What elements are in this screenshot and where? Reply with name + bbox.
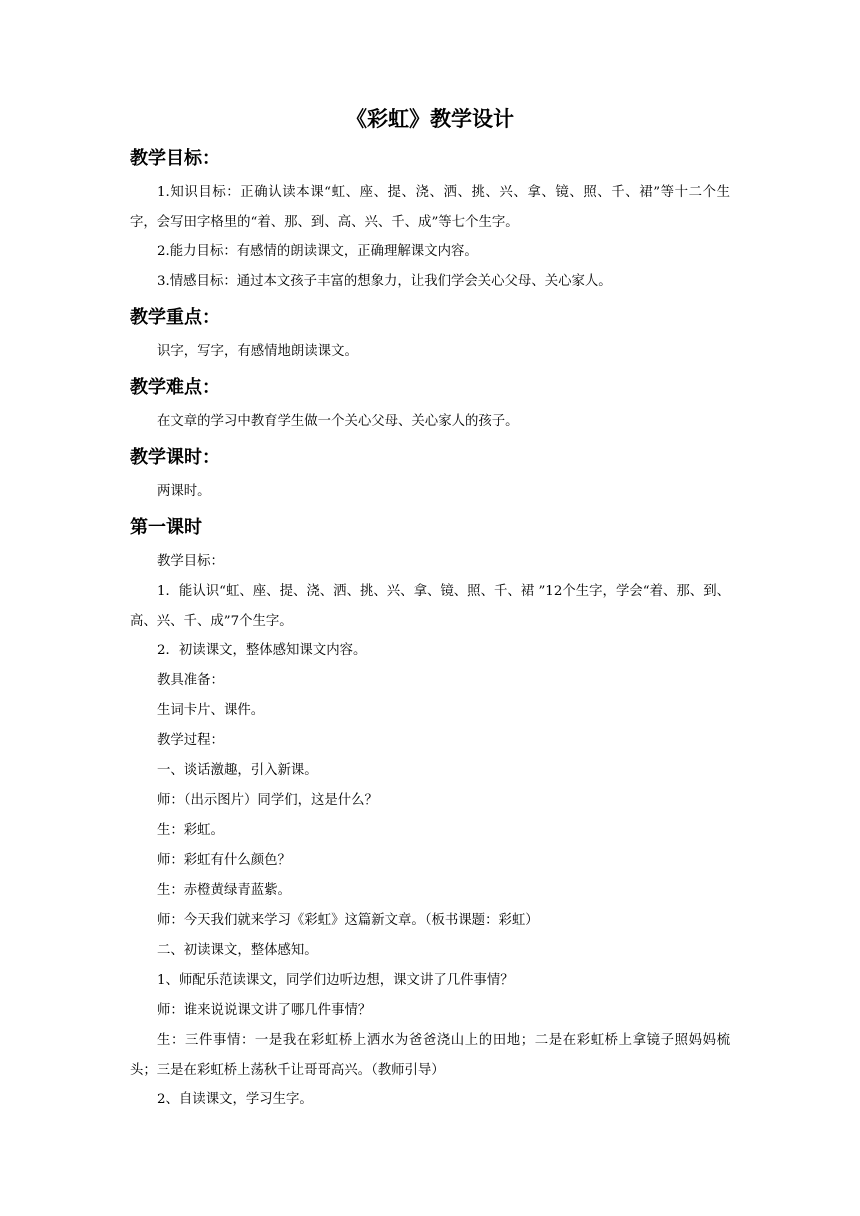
first-period-line: 一、谈话激趣，引入新课。 bbox=[157, 763, 318, 778]
first-period-line: 生：三件事情：一是我在彩虹桥上洒水为爸爸浇山上的田地；二是在彩虹桥上拿镜子照妈妈梳头；三是在彩虹桥上荡秋千让哥哥高兴。（教师引导） bbox=[130, 1033, 730, 1078]
first-period-line: 教学目标： bbox=[157, 554, 224, 569]
first-period-line: 师：谁来说说课文讲了哪几件事情？ bbox=[157, 1003, 372, 1018]
first-period-line: 2．初读课文，整体感知课文内容。 bbox=[157, 643, 367, 658]
document-page bbox=[130, 104, 730, 1115]
periods-heading: 教学课时： bbox=[130, 447, 220, 468]
periods-text: 两课时。 bbox=[157, 484, 211, 499]
first-period-line: 生词卡片、课件。 bbox=[157, 703, 265, 718]
first-period-line: 1、师配乐范读课文，同学们边听边想，课文讲了几件事情？ bbox=[157, 973, 514, 988]
first-period-line: 教学过程： bbox=[157, 733, 224, 748]
first-period-line: 1．能认识“虹、座、提、浇、洒、挑、兴、拿、镜、照、千、裙 ”12个生字，学会“着、那、到、高、兴、千、成”7个生字。 bbox=[130, 584, 730, 629]
goals-item-1: 1.知识目标：正确认读本课“虹、座、提、浇、洒、挑、兴、拿、镜、照、千、裙”等十二个生字，会写田字格里的“着、那、到、高、兴、千、成”等七个生字。 bbox=[130, 185, 730, 230]
goals-item-3: 3.情感目标：通过本文孩子丰富的想象力，让我们学会关心父母、关心家人。 bbox=[157, 274, 612, 289]
document-title: 《彩虹》教学设计 bbox=[346, 107, 514, 131]
key-points-text: 识字，写字，有感情地朗读课文。 bbox=[157, 344, 358, 359]
key-points-heading: 教学重点： bbox=[130, 307, 220, 328]
difficulties-heading: 教学难点： bbox=[130, 377, 220, 398]
first-period-line: 师：今天我们就来学习《彩虹》这篇新文章。（板书课题：彩虹） bbox=[157, 913, 539, 928]
first-period-line: 生：赤橙黄绿青蓝紫。 bbox=[157, 883, 291, 898]
first-period-line: 师：彩虹有什么颜色？ bbox=[157, 853, 291, 868]
first-period-line: 生：彩虹。 bbox=[157, 823, 224, 838]
goals-heading: 教学目标： bbox=[130, 148, 220, 169]
first-period-line: 二、初读课文，整体感知。 bbox=[157, 943, 318, 958]
difficulties-text: 在文章的学习中教育学生做一个关心父母、关心家人的孩子。 bbox=[157, 414, 519, 429]
first-period-line: 2、自读课文，学习生字。 bbox=[157, 1092, 313, 1107]
first-period-heading: 第一课时 bbox=[130, 517, 202, 538]
first-period-line: 教具准备： bbox=[157, 673, 224, 688]
first-period-line: 师：（出示图片）同学们，这是什么？ bbox=[157, 793, 378, 808]
goals-item-2: 2.能力目标：有感情的朗读课文，正确理解课文内容。 bbox=[157, 244, 478, 259]
